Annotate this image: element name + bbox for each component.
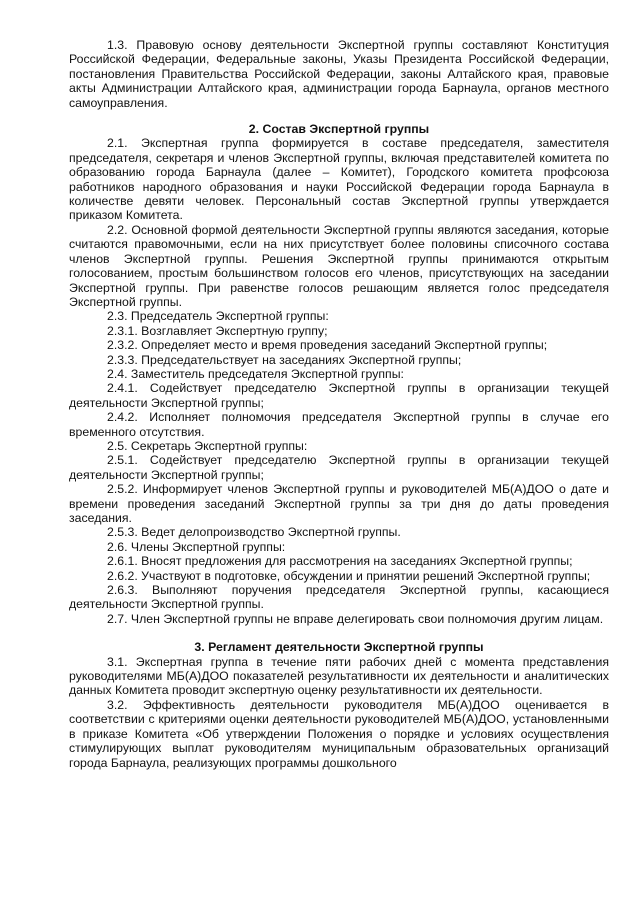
paragraph: 2.2. Основной формой деятельности Экспертной группы являются заседания, которые считаются правомочными, если на них присутствует более половины списочного состава членов Экспертной группы. Решения Экспертной группы принимаются открытым голосованием, простым большинством голосов его членов, присутствующих на заседании Экспертной группы. При равенстве голосов решающим является голос председателя Экспертной группы.	[69, 222, 609, 309]
paragraph: 2.4.2. Исполняет полномочия председателя Экспертной группы в случае его временного отсутствия.	[69, 410, 609, 439]
section-3-heading: 3. Регламент деятельности Экспертной группы	[194, 640, 484, 655]
paragraph: 2.7. Член Экспертной группы не вправе делегировать свои полномочия другим лицам.	[107, 611, 604, 626]
paragraph: 2.3.2. Определяет место и время проведения заседаний Экспертной группы;	[107, 338, 548, 353]
paragraph: 2.6.1. Вносят предложения для рассмотрения на заседаниях Экспертной группы;	[107, 554, 573, 569]
paragraph: 2.6.2. Участвуют в подготовке, обсуждении и принятии решений Экспертной группы;	[107, 568, 591, 583]
paragraph: 2.3.3. Председательствует на заседаниях Экспертной группы;	[107, 352, 462, 367]
paragraph: 2.5.3. Ведет делопроизводство Экспертной группы.	[107, 525, 401, 540]
paragraph: 2.1. Экспертная группа формируется в составе председателя, заместителя председателя, секретаря и членов Экспертной группы, включая представителей комитета по образованию города Барнаула (далее – Комитет), Городского комитета профсоюза работников народного образования и науки Российской Федерации города Барнаула в количестве девяти человек. Персональный состав Экспертной группы утверждается приказом Комитета.	[69, 136, 609, 223]
document-page	[69, 38, 609, 770]
paragraph: 3.2. Эффективность деятельности руководителя МБ(А)ДОО оценивается в соответствии с критериями оценки деятельности руководителей МБ(А)ДОО, установленными в приказе Комитета «Об утверждении Положения о порядке и условиях осуществления стимулирующих выплат руководителям муниципальным образовательных организаций города Барнаула, реализующих программы дошкольного	[69, 697, 609, 770]
paragraph: 2.6. Члены Экспертной группы:	[107, 539, 286, 554]
paragraph-1-3: 1.3. Правовую основу деятельности Экспертной группы составляют Конституция Российской Федерации, Федеральные законы, Указы Президента Российской Федерации, постановления Правительства Российской Федерации, законы Алтайского края, правовые акты Администрации Алтайского края, администрации города Барнаула, органов местного самоуправления.	[69, 38, 609, 110]
section-2-heading: 2. Состав Экспертной группы	[248, 122, 430, 137]
paragraph: 2.5.1. Содействует председателю Экспертной группы в организации текущей деятельности Экспертной группы;	[69, 453, 609, 482]
paragraph: 2.5. Секретарь Экспертной группы:	[107, 438, 308, 453]
section-3-body	[69, 655, 609, 770]
paragraph: 2.5.2. Информирует членов Экспертной группы и руководителей МБ(А)ДОО о дате и времени проведения заседаний Экспертной группы за три дня до даты проведения заседания.	[69, 482, 609, 525]
paragraph: 2.3. Председатель Экспертной группы:	[107, 309, 329, 324]
section-2-body	[69, 136, 609, 626]
paragraph: 2.4. Заместитель председателя Экспертной группы:	[107, 366, 404, 381]
paragraph: 2.4.1. Содействует председателю Экспертной группы в организации текущей деятельности Экспертной группы;	[69, 381, 609, 410]
paragraph: 2.6.3. Выполняют поручения председателя Экспертной группы, касающиеся деятельности Экспертной группы.	[69, 583, 609, 612]
paragraph: 3.1. Экспертная группа в течение пяти рабочих дней с момента представления руководителями МБ(А)ДОО показателей результативности их деятельности и аналитических данных Комитета проводит экспертную оценку результативности их деятельности.	[69, 654, 609, 698]
paragraph: 2.3.1. Возглавляет Экспертную группу;	[107, 323, 328, 338]
